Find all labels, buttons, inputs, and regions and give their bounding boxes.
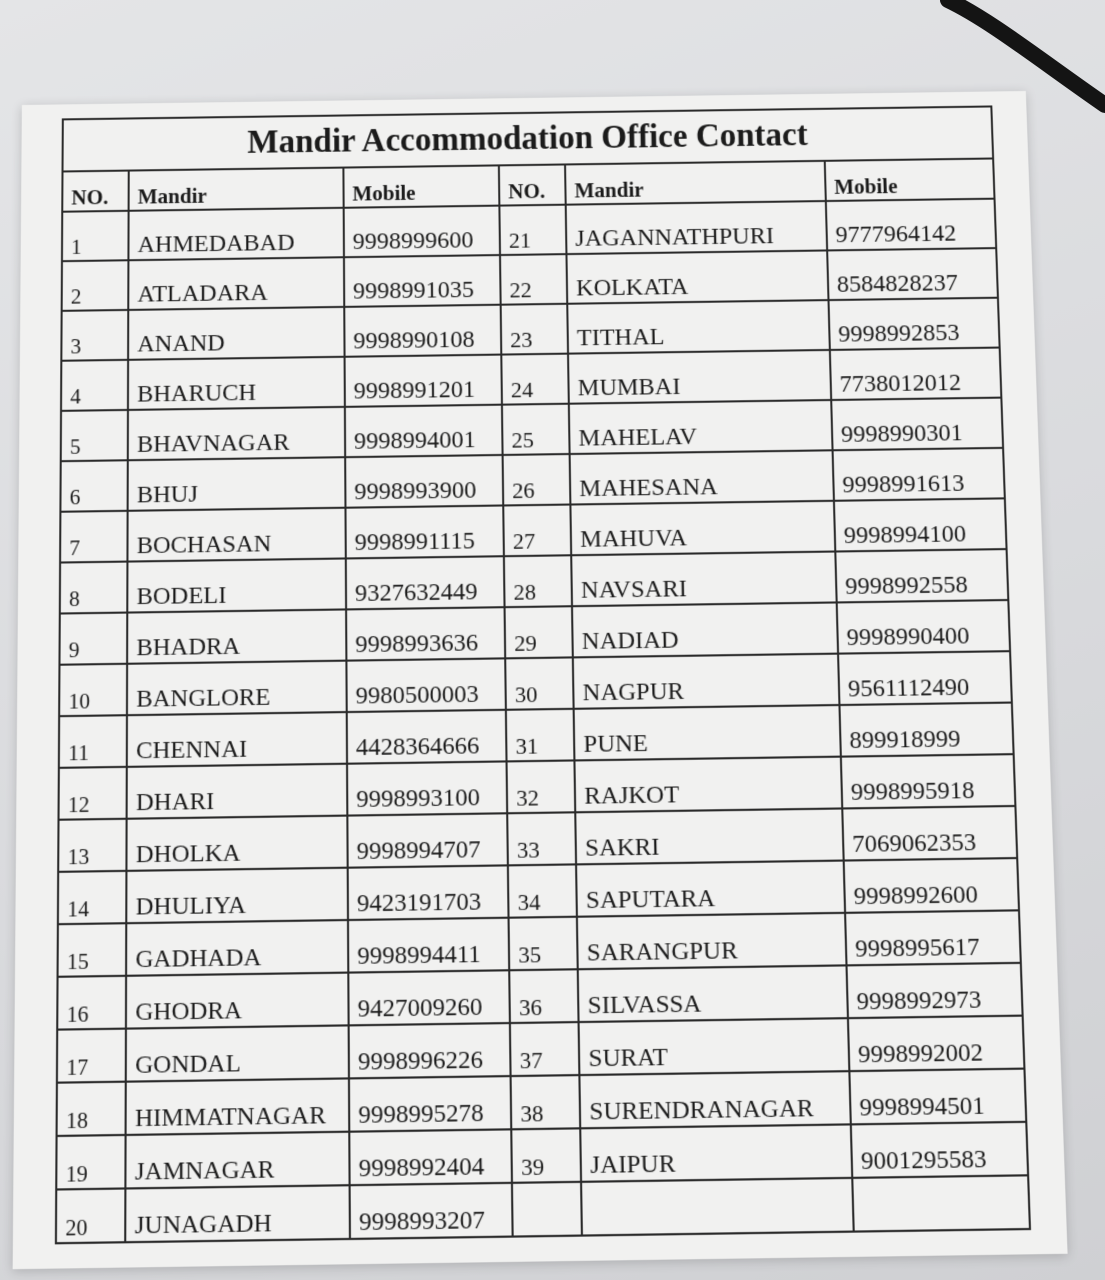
- cell-no-left: 6: [60, 460, 127, 511]
- cell-mandir-right: JAIPUR: [580, 1124, 852, 1181]
- cell-mandir-left: GONDAL: [126, 1025, 349, 1081]
- paper-sheet: [13, 91, 1068, 1269]
- cell-no-left: 17: [57, 1029, 126, 1083]
- cell-mandir-right: RAJKOT: [574, 757, 842, 813]
- cell-no-right: 29: [505, 606, 573, 658]
- cell-no-left: 9: [59, 613, 127, 665]
- cell-mandir-left: CHENNAI: [127, 712, 347, 767]
- header-no-right: NO.: [499, 164, 566, 205]
- cell-mobile-right: 9001295583: [851, 1122, 1029, 1178]
- cell-mandir-right: SURENDRANAGAR: [579, 1071, 850, 1128]
- cell-mobile-left: 9998993207: [349, 1183, 512, 1239]
- cell-mobile-right: 9998992558: [835, 549, 1008, 602]
- cell-mobile-right: 9998991613: [832, 448, 1005, 501]
- cell-no-left: 5: [61, 410, 128, 461]
- cell-no-left: 1: [62, 211, 129, 261]
- cell-no-right: 23: [501, 304, 568, 355]
- cell-mobile-left: 9998994001: [344, 405, 502, 458]
- cell-mobile-right: 9998994501: [849, 1069, 1026, 1125]
- cell-no-right: 38: [511, 1075, 581, 1129]
- cell-no-right: 26: [503, 454, 571, 505]
- cell-mobile-left: 9423191703: [347, 865, 508, 920]
- cell-mobile-left: 9998993636: [346, 607, 506, 660]
- cell-mandir-right: MAHUVA: [570, 501, 835, 555]
- cell-mobile-left: 9998993900: [345, 455, 503, 508]
- cell-no-right: 39: [511, 1128, 581, 1183]
- header-no-left: NO.: [62, 171, 128, 212]
- cell-no-left: 13: [58, 819, 126, 872]
- cell-no-right: [512, 1182, 582, 1237]
- cell-mandir-right: SARANGPUR: [577, 913, 846, 969]
- cell-mandir-left: DHULIYA: [126, 868, 347, 924]
- cell-no-left: 8: [60, 562, 128, 614]
- cell-no-left: 12: [59, 767, 127, 820]
- cell-no-right: 25: [502, 404, 570, 455]
- cell-mandir-right: NAVSARI: [571, 552, 836, 607]
- cell-no-right: 36: [509, 969, 578, 1023]
- cell-mandir-left: BOCHASAN: [127, 508, 345, 562]
- header-mandir-left: Mandir: [129, 168, 344, 211]
- contact-table: [55, 105, 1031, 1244]
- cell-mandir-right: KOLKATA: [567, 250, 829, 303]
- cell-mobile-right: 9998995918: [841, 754, 1016, 808]
- cell-mobile-right: 899918999: [839, 703, 1013, 757]
- cell-no-right: 34: [508, 864, 577, 917]
- cell-mobile-right: 9998990400: [836, 600, 1010, 654]
- cell-mandir-left: JUNAGADH: [125, 1185, 349, 1242]
- cell-mobile-left: 9998994411: [348, 918, 510, 973]
- cell-mobile-right: 9998994100: [834, 498, 1007, 551]
- cell-mandir-right: MUMBAI: [568, 350, 831, 404]
- cell-mandir-left: BHARUCH: [128, 357, 345, 410]
- header-mandir-right: Mandir: [565, 161, 825, 205]
- cell-no-left: 10: [59, 664, 127, 716]
- cell-mobile-right: 9777964142: [826, 199, 997, 251]
- cell-mobile-left: 9427009260: [348, 970, 510, 1025]
- cell-mobile-left: 9998993100: [347, 761, 508, 815]
- cell-no-right: 32: [507, 760, 576, 813]
- cell-mandir-left: JAMNAGAR: [125, 1132, 349, 1189]
- cell-mobile-left: 4428364666: [346, 710, 506, 764]
- cell-mobile-left: 9998999600: [343, 206, 500, 258]
- cell-no-right: 27: [503, 505, 571, 557]
- cell-mobile-right: 9998992973: [846, 963, 1022, 1018]
- header-mobile-left: Mobile: [343, 165, 499, 207]
- cell-mobile-left: 9998991201: [344, 355, 502, 407]
- cell-no-right: 28: [504, 555, 572, 607]
- cell-no-left: 15: [58, 923, 127, 977]
- cell-mandir-left: ATLADARA: [128, 257, 344, 310]
- cell-mandir-right: SAKRI: [575, 808, 843, 864]
- cell-mobile-left: 9998995278: [349, 1076, 512, 1132]
- cell-no-left: 7: [60, 511, 128, 563]
- cell-mobile-left: 9980500003: [346, 658, 506, 712]
- cell-mandir-right: MAHESANA: [570, 450, 834, 504]
- cell-mobile-right: 9998992853: [828, 298, 999, 350]
- cell-mobile-right: 9998990301: [831, 398, 1003, 451]
- cell-no-right: 35: [509, 917, 578, 971]
- header-mobile-right: Mobile: [824, 158, 994, 201]
- cell-mandir-right: MAHELAV: [569, 400, 832, 454]
- cell-mandir-left: AHMEDABAD: [128, 208, 343, 260]
- cell-mandir-left: DHARI: [127, 764, 347, 819]
- cell-no-left: 11: [59, 715, 127, 768]
- cell-mandir-left: BHADRA: [127, 609, 346, 663]
- document-title: Mandir Accommodation Office Contact: [63, 106, 994, 171]
- cell-mandir-right: SURAT: [579, 1018, 849, 1075]
- cell-mobile-right: [852, 1175, 1030, 1231]
- cell-mandir-left: BANGLORE: [127, 661, 346, 716]
- cell-mobile-left: 9327632449: [345, 556, 504, 609]
- cell-no-right: 21: [499, 205, 566, 255]
- cell-mobile-right: 8584828237: [827, 248, 998, 300]
- cell-no-left: 14: [58, 871, 127, 924]
- cell-mobile-right: 7069062353: [842, 806, 1017, 861]
- cell-mandir-left: BHAVNAGAR: [128, 407, 345, 460]
- cell-mobile-left: 9998992404: [349, 1129, 512, 1185]
- cell-no-right: 33: [507, 812, 576, 865]
- cell-mandir-left: ANAND: [128, 307, 344, 360]
- cell-mobile-right: 9998992600: [843, 858, 1019, 913]
- table-body: [56, 199, 1030, 1244]
- cell-mobile-right: 7738012012: [830, 348, 1002, 400]
- cell-no-left: 4: [61, 360, 128, 411]
- cell-no-left: 20: [56, 1188, 125, 1243]
- cell-mandir-right: NADIAD: [572, 602, 838, 657]
- cell-mobile-left: 9998994707: [347, 813, 508, 867]
- cell-mandir-right: SILVASSA: [578, 965, 848, 1022]
- cell-mandir-left: DHOLKA: [126, 816, 347, 871]
- cell-no-right: 22: [500, 254, 567, 305]
- cell-mobile-right: 9561112490: [838, 651, 1012, 705]
- cell-no-left: 3: [61, 310, 128, 361]
- cell-mandir-left: BODELI: [127, 558, 345, 612]
- cell-mandir-right: PUNE: [574, 705, 841, 760]
- cell-mandir-left: BHUJ: [128, 457, 345, 511]
- cell-mandir-right: TITHAL: [567, 300, 829, 354]
- cell-mobile-right: 9998995617: [845, 910, 1021, 965]
- cell-mobile-left: 9998991035: [344, 255, 501, 307]
- cell-no-right: 37: [510, 1022, 579, 1076]
- cell-mandir-right: SAPUTARA: [576, 861, 845, 917]
- cell-no-right: 24: [501, 354, 569, 405]
- cell-no-right: 30: [505, 657, 573, 709]
- cell-mandir-left: HIMMATNAGAR: [126, 1078, 349, 1135]
- cell-mandir-right: [581, 1178, 853, 1236]
- cell-no-right: 31: [506, 709, 575, 762]
- cell-mobile-left: 9998991115: [345, 505, 504, 558]
- cell-mandir-right: JAGANNATHPURI: [566, 201, 827, 254]
- cell-mandir-left: GADHADA: [126, 920, 348, 976]
- cell-no-left: 19: [56, 1135, 125, 1190]
- cell-no-left: 18: [57, 1082, 126, 1136]
- cell-mandir-right: NAGPUR: [573, 654, 839, 709]
- cell-no-left: 2: [62, 260, 129, 311]
- cell-mandir-left: GHODRA: [126, 973, 348, 1029]
- cell-no-left: 16: [57, 976, 126, 1030]
- cell-mobile-left: 9998996226: [348, 1023, 510, 1078]
- cell-mobile-right: 9998992002: [848, 1016, 1025, 1072]
- cell-mobile-left: 9998990108: [344, 305, 501, 357]
